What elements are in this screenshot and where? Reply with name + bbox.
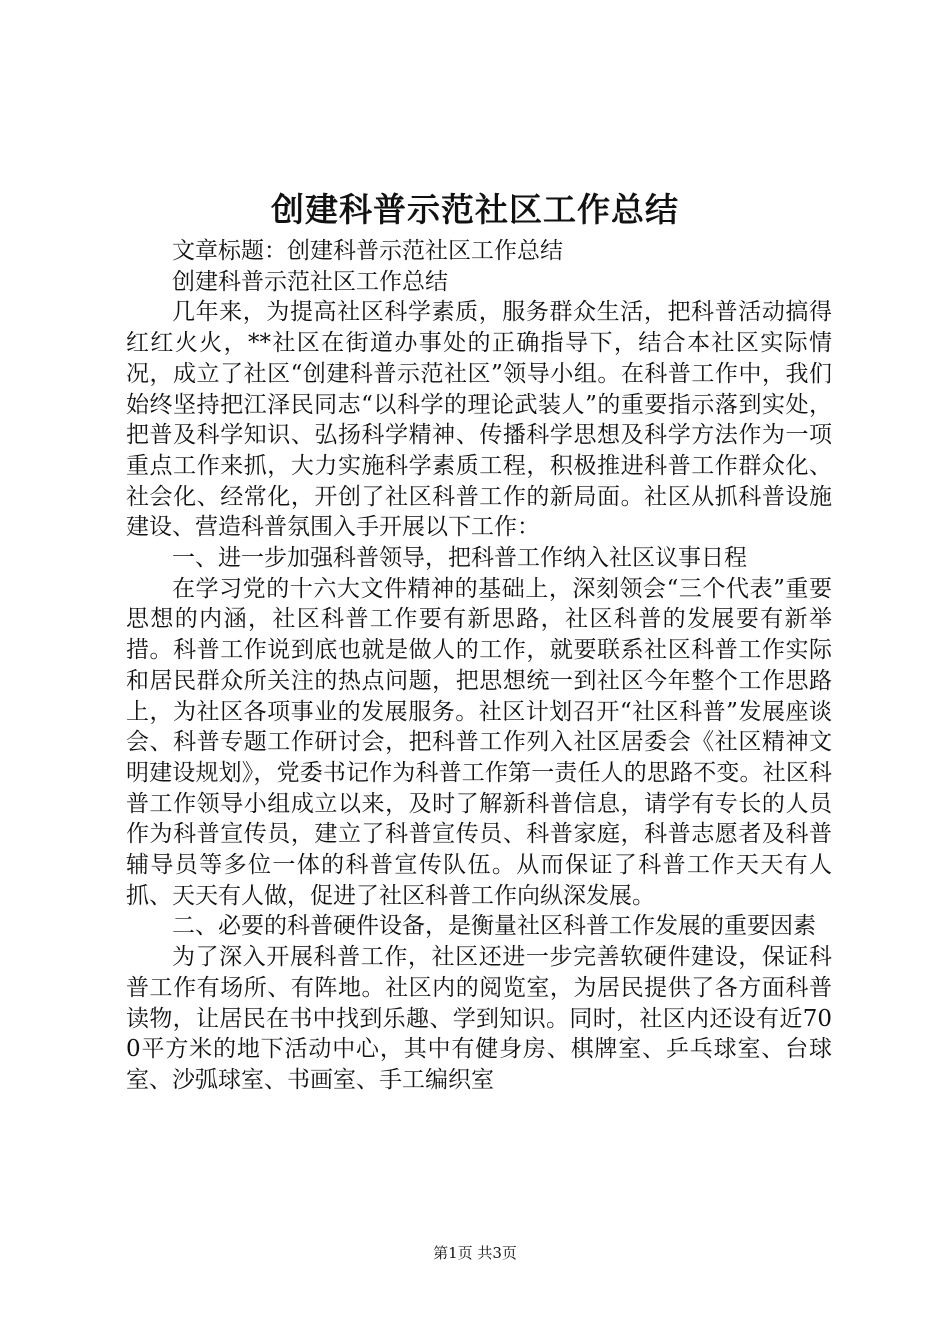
intro-paragraph: 几年来，为提高社区科学素质，服务群众生活，把科普活动搞得红红火火，**社区在街道办事处的正确指导下，结合本社区实际情况，成立了社区“创建科普示范社区”领导小组。在科普工作中，我们始终坚持把江泽民同志“以科学的理论武装人”的重要指示落到实处，把普及科学知识、弘扬科学精神、传播科学思想及科学方法作为一项重点工作来抓，大力实施科学素质工程，积极推进科普工作群众化、社会化、经常化，开创了社区科普工作的新局面。社区从抓科普设施建设、营造科普氛围入手开展以下工作：: [126, 299, 832, 541]
document-body: [126, 236, 832, 1096]
section-heading-1: 一、进一步加强科普领导，把科普工作纳入社区议事日程: [172, 545, 747, 572]
document-title: 创建科普示范社区工作总结: [271, 190, 679, 229]
section-2-paragraph: 为了深入开展科普工作，社区还进一步完善软硬件建设，保证科普工作有场所、有阵地。社区内的阅览室，为居民提供了各方面科普读物，让居民在书中找到乐趣、学到知识。同时，社区内还设有近700平方米的地下活动中心，其中有健身房、棋牌室、乒乓球室、台球室、沙弧球室、书画室、手工编织室: [126, 944, 832, 1093]
section-heading-2: 二、必要的科普硬件设备，是衡量社区科普工作发展的重要因素: [172, 913, 816, 940]
subtitle-line: 创建科普示范社区工作总结: [172, 268, 448, 295]
page-footer: 第1页 共3页: [433, 1244, 517, 1262]
article-title-line: 文章标题：创建科普示范社区工作总结: [172, 238, 563, 264]
section-1-paragraph: 在学习党的十六大文件精神的基础上，深刻领会“三个代表”重要思想的内涵，社区科普工作要有新思路，社区科普的发展要有新举措。科普工作说到底也就是做人的工作，就要联系社区科普工作实际和居民群众所关注的热点问题，把思想统一到社区今年整个工作思路上，为社区各项事业的发展服务。社区计划召开“社区科普”发展座谈会、科普专题工作研讨会，把科普工作列入社区居委会《社区精神文明建设规划》，党委书记作为科普工作第一责任人的思路不变。社区科普工作领导小组成立以来，及时了解新科普信息，请学有专长的人员作为科普宣传员，建立了科普宣传员、科普家庭，科普志愿者及科普辅导员等多位一体的科普宣传队伍。从而保证了科普工作天天有人抓、天天有人做，促进了社区科普工作向纵深发展。: [126, 575, 832, 909]
